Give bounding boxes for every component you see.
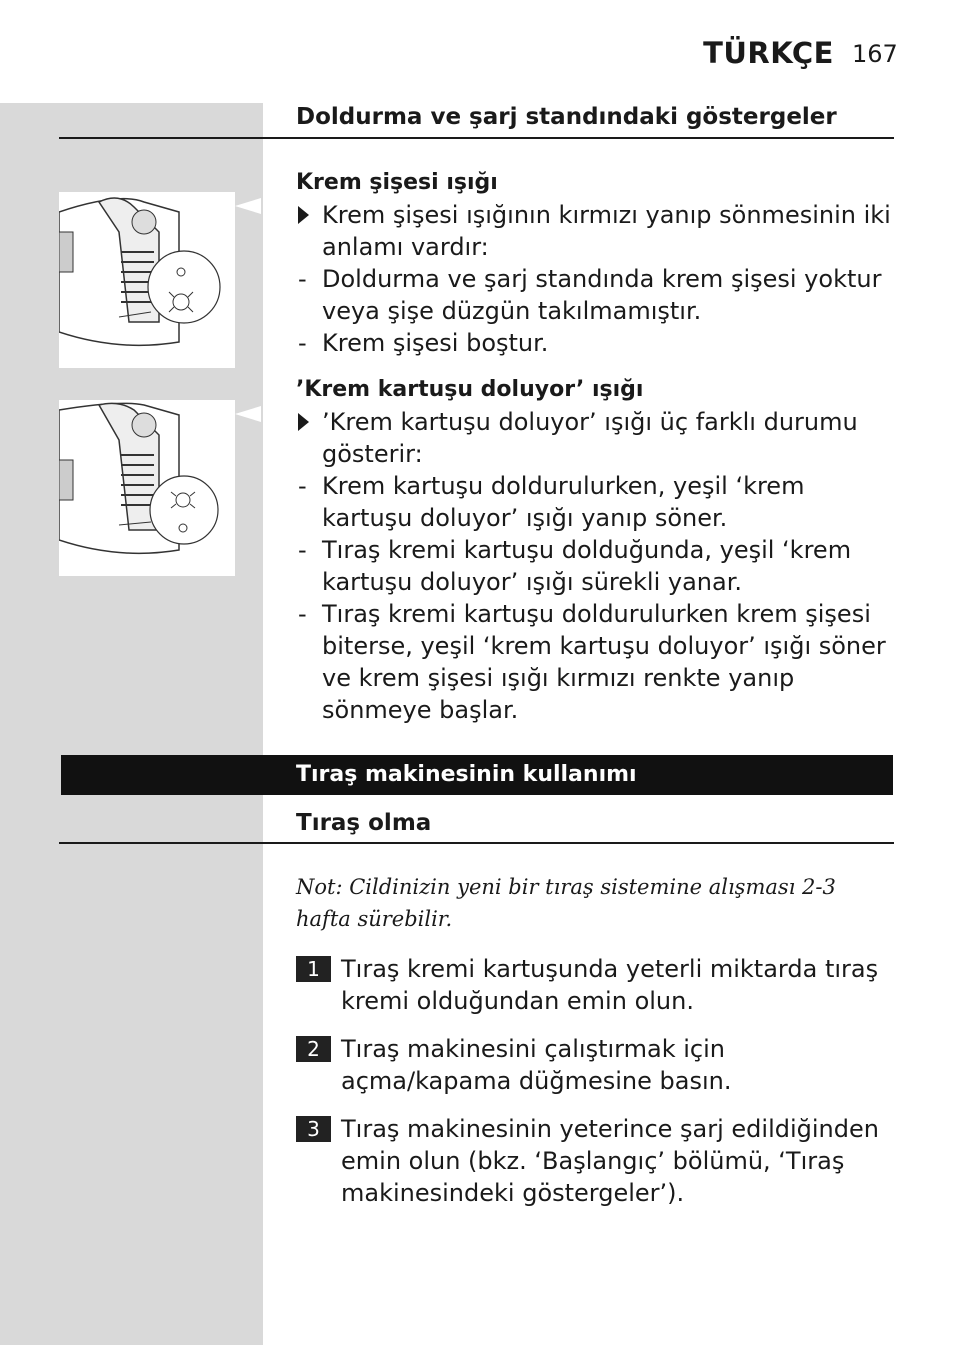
bullet-text: ’Krem kartuşu doluyor’ ışığı üç farklı durumu gösterir:	[322, 408, 858, 468]
dash-item-text: Krem kartuşu doldurulurken, yeşil ‘krem kartuşu doluyor’ ışığı yanıp söner.	[322, 472, 805, 532]
cream-bottle-light-heading: Krem şişesi ışığı	[296, 170, 498, 195]
bullet-triangle-icon	[298, 413, 309, 431]
illustration-pointer	[235, 406, 261, 422]
cream-bottle-light-illustration	[59, 192, 235, 368]
page-number: 167	[852, 40, 898, 68]
note-text: Not: Cildinizin yeni bir tıraş sistemine alışması 2-3 hafta sürebilir.	[296, 875, 836, 931]
dash-item	[296, 470, 896, 534]
cream-bottle-light-body	[296, 199, 896, 359]
step-text: Tıraş makinesini çalıştırmak için açma/kapama düğmesine basın.	[341, 1035, 732, 1095]
step-number-badge: 1	[296, 956, 331, 982]
section-divider	[59, 137, 894, 139]
dash-item-text: Doldurma ve şarj standında krem şişesi yoktur veya şişe düzgün takılmamıştır.	[322, 265, 882, 325]
illustration-pointer	[235, 198, 261, 214]
dash-item-text: Tıraş kremi kartuşu doldurulurken krem şişesi biterse, yeşil ‘krem kartuşu doluyor’ ışığı söner ve krem şişesi ışığı kırmızı renkte yanıp sönmeye başlar.	[322, 600, 886, 724]
cartridge-light-body	[296, 406, 896, 726]
bullet-item	[296, 199, 896, 263]
language-header: TÜRKÇE	[703, 36, 834, 70]
bullet-text: Krem şişesi ışığının kırmızı yanıp sönmesinin iki anlamı vardır:	[322, 201, 891, 261]
dash-item	[296, 263, 896, 327]
bullet-triangle-icon	[298, 206, 309, 224]
subsection-title-shaving: Tıraş olma	[296, 810, 432, 836]
step-text: Tıraş makinesinin yeterince şarj edildiğinden emin olun (bkz. ‘Başlangıç’ bölümü, ‘Tıraş makinesindeki göstergeler’).	[341, 1115, 879, 1207]
dash-marker: -	[298, 536, 307, 564]
dash-item-text: Tıraş kremi kartuşu dolduğunda, yeşil ‘krem kartuşu doluyor’ ışığı sürekli yanar.	[322, 536, 852, 596]
dash-item-text: Krem şişesi boştur.	[322, 329, 549, 357]
cartridge-light-heading: ’Krem kartuşu doluyor’ ışığı	[296, 377, 644, 402]
step-item	[296, 1033, 896, 1097]
step-item	[296, 953, 896, 1017]
bullet-item	[296, 406, 896, 470]
step-number-badge: 2	[296, 1036, 331, 1062]
step-item	[296, 1113, 896, 1209]
section-title-indicators: Doldurma ve şarj standındaki göstergeler	[296, 104, 837, 130]
dash-marker: -	[298, 329, 307, 357]
section-title-using-shaver: Tıraş makinesinin kullanımı	[296, 762, 637, 787]
dash-item	[296, 534, 896, 598]
cartridge-filling-light-illustration	[59, 400, 235, 576]
dash-marker: -	[298, 265, 307, 293]
dash-item	[296, 598, 896, 726]
section-divider	[59, 842, 894, 844]
section-title-bar	[61, 755, 893, 795]
dash-marker: -	[298, 600, 307, 628]
step-number-badge: 3	[296, 1116, 331, 1142]
step-text: Tıraş kremi kartuşunda yeterli miktarda tıraş kremi olduğundan emin olun.	[341, 955, 879, 1015]
dash-marker: -	[298, 472, 307, 500]
dash-item	[296, 327, 896, 359]
